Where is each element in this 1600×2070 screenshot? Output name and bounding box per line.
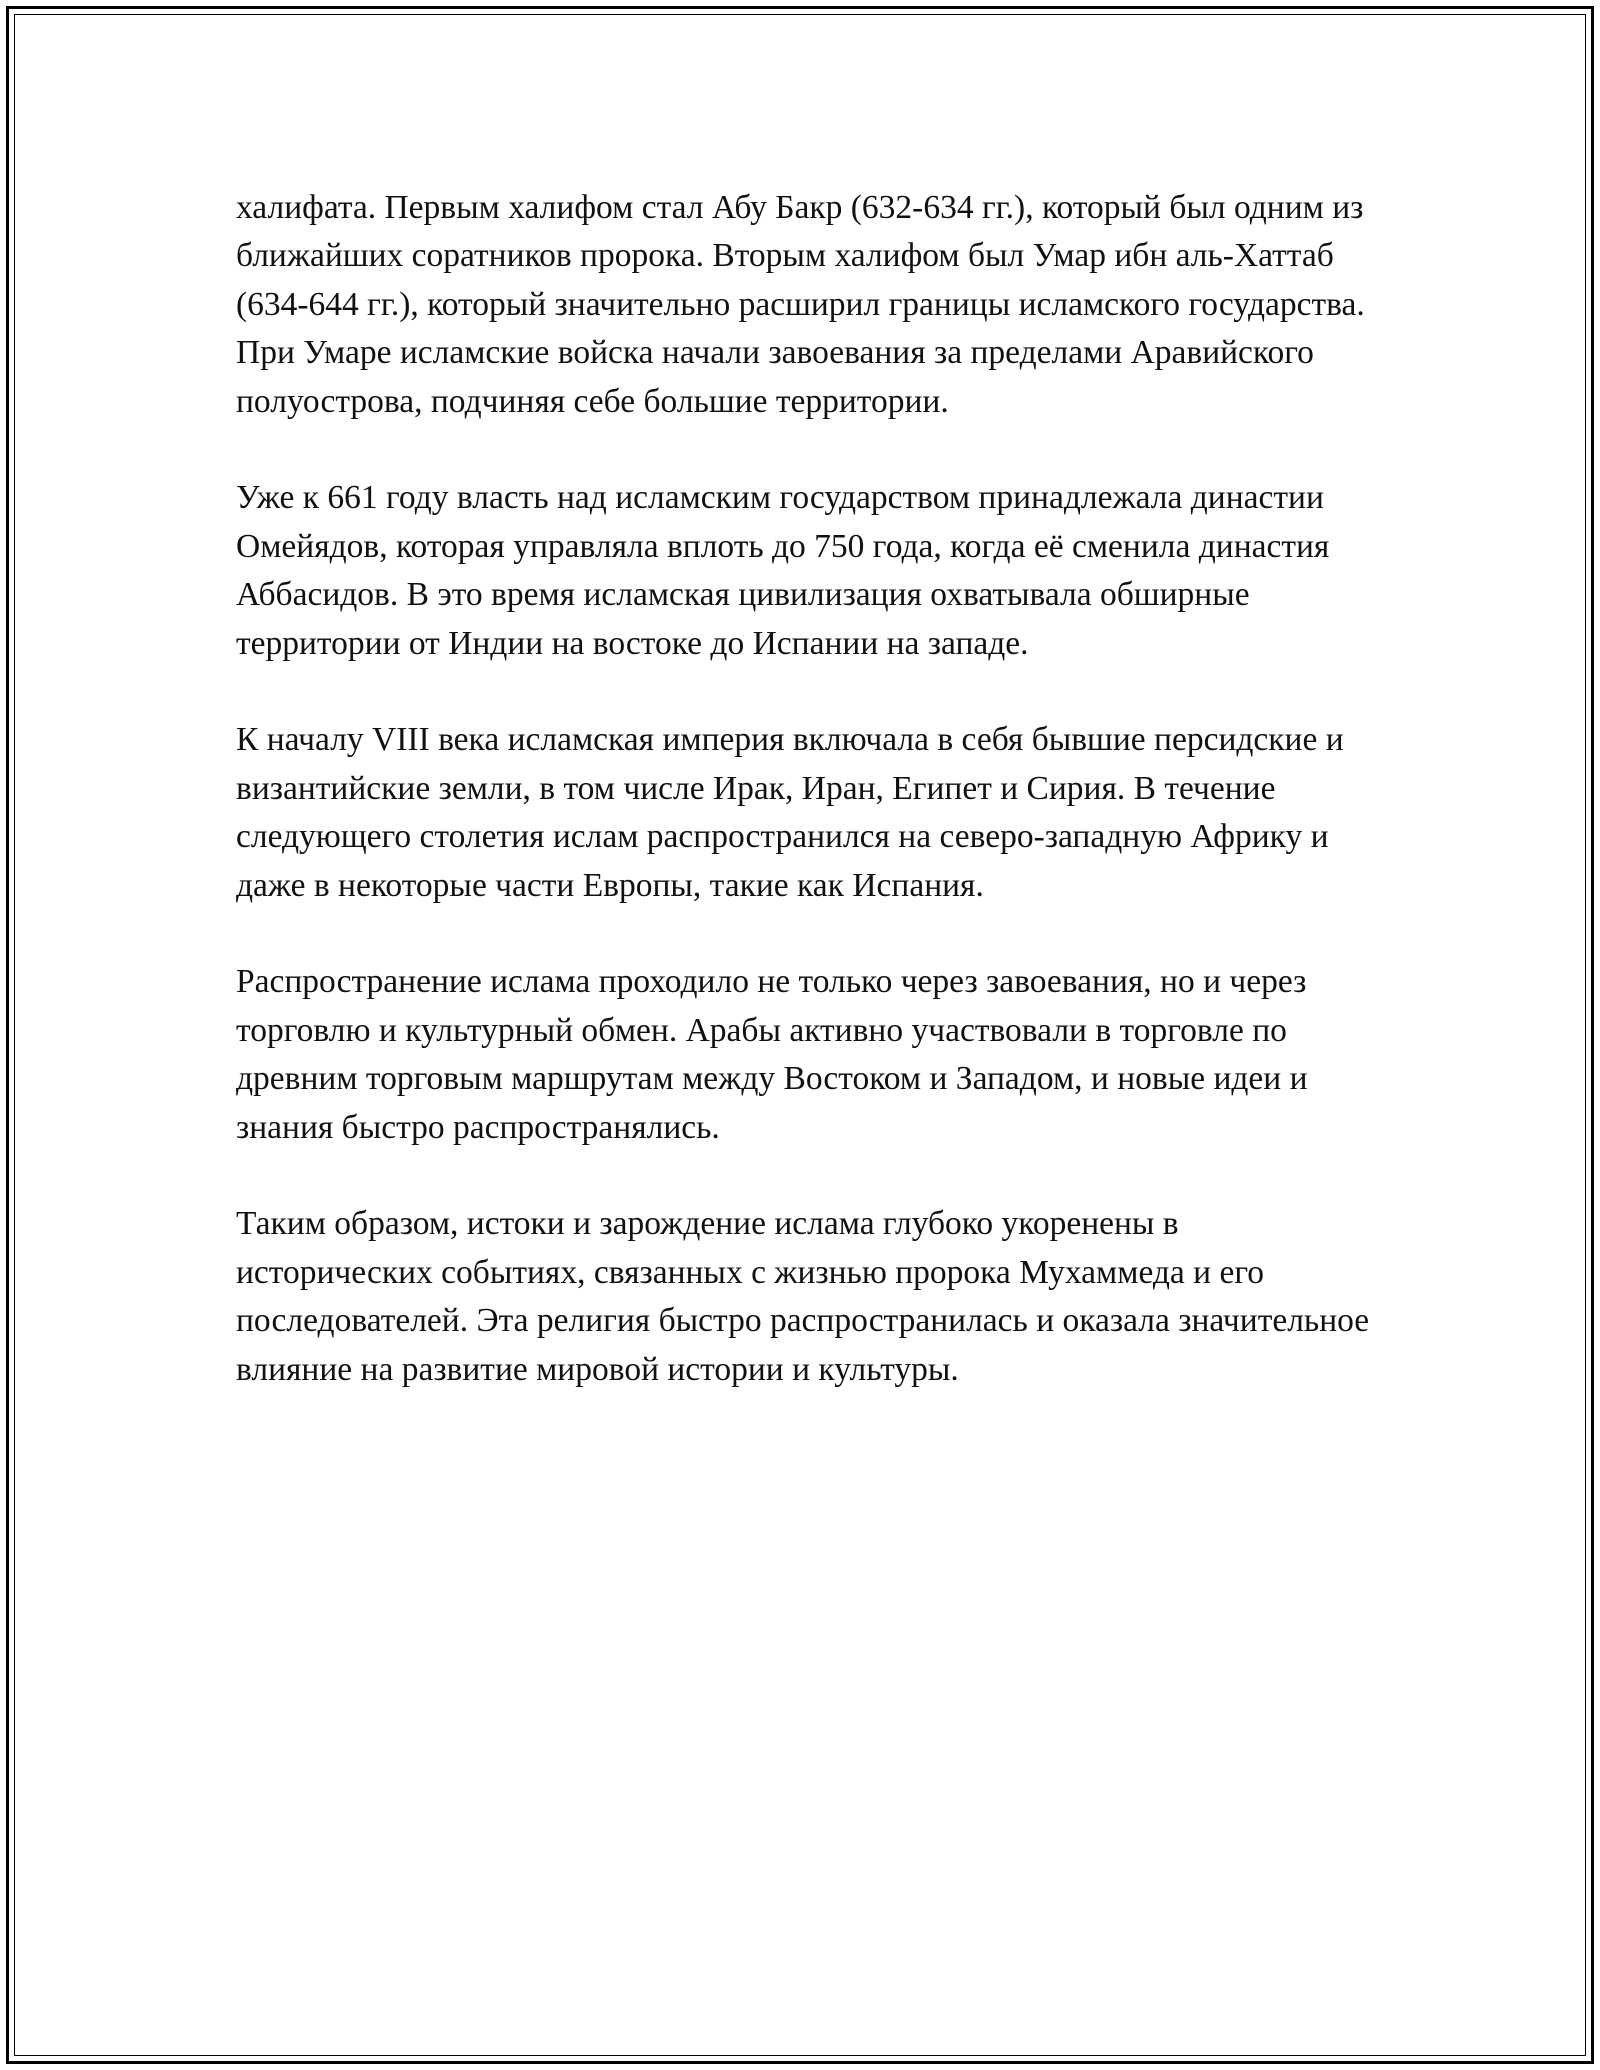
paragraph-umayyads: Уже к 661 году власть над исламским государством принадлежала династии Омейядов, которая управляла вплоть до 750 года, когда её сменила династия Аббасидов. В это время исламская цивилизация охватывала обширные территории от Индии на востоке до Испании на западе. xyxy=(236,479,1330,662)
paragraph-caliphs: халифата. Первым халифом стал Абу Бакр (632-634 гг.), который был одним из ближайших соратников пророка. Вторым халифом был Умар ибн аль-Хаттаб (634-644 гг.), который значительно расширил границы исламского государства. При Умаре исламские войска начали завоевания за пределами Аравийского полуострова, подчиняя себе большие территории. xyxy=(236,189,1365,420)
document-body xyxy=(236,184,1376,1442)
paragraph-conclusion: Таким образом, истоки и зарождение ислама глубоко укоренены в исторических событиях, связанных с жизнью пророка Мухаммеда и его последователей. Эта религия быстро распространилась и оказала значительное влияние на развитие мировой истории и культуры. xyxy=(236,1205,1370,1388)
paragraph-empire-extent: К началу VIII века исламская империя включала в себя бывшие персидские и византийские земли, в том числе Ирак, Иран, Египет и Сирия. В течение следующего столетия ислам распространился на северо-западную Африку и даже в некоторые части Европы, такие как Испания. xyxy=(236,721,1344,904)
paragraph-trade: Распространение ислама проходило не только через завоевания, но и через торговлю и культурный обмен. Арабы активно участвовали в торговле по древним торговым маршрутам между Востоком и Западом, и новые идеи и знания быстро распространялись. xyxy=(236,963,1308,1146)
